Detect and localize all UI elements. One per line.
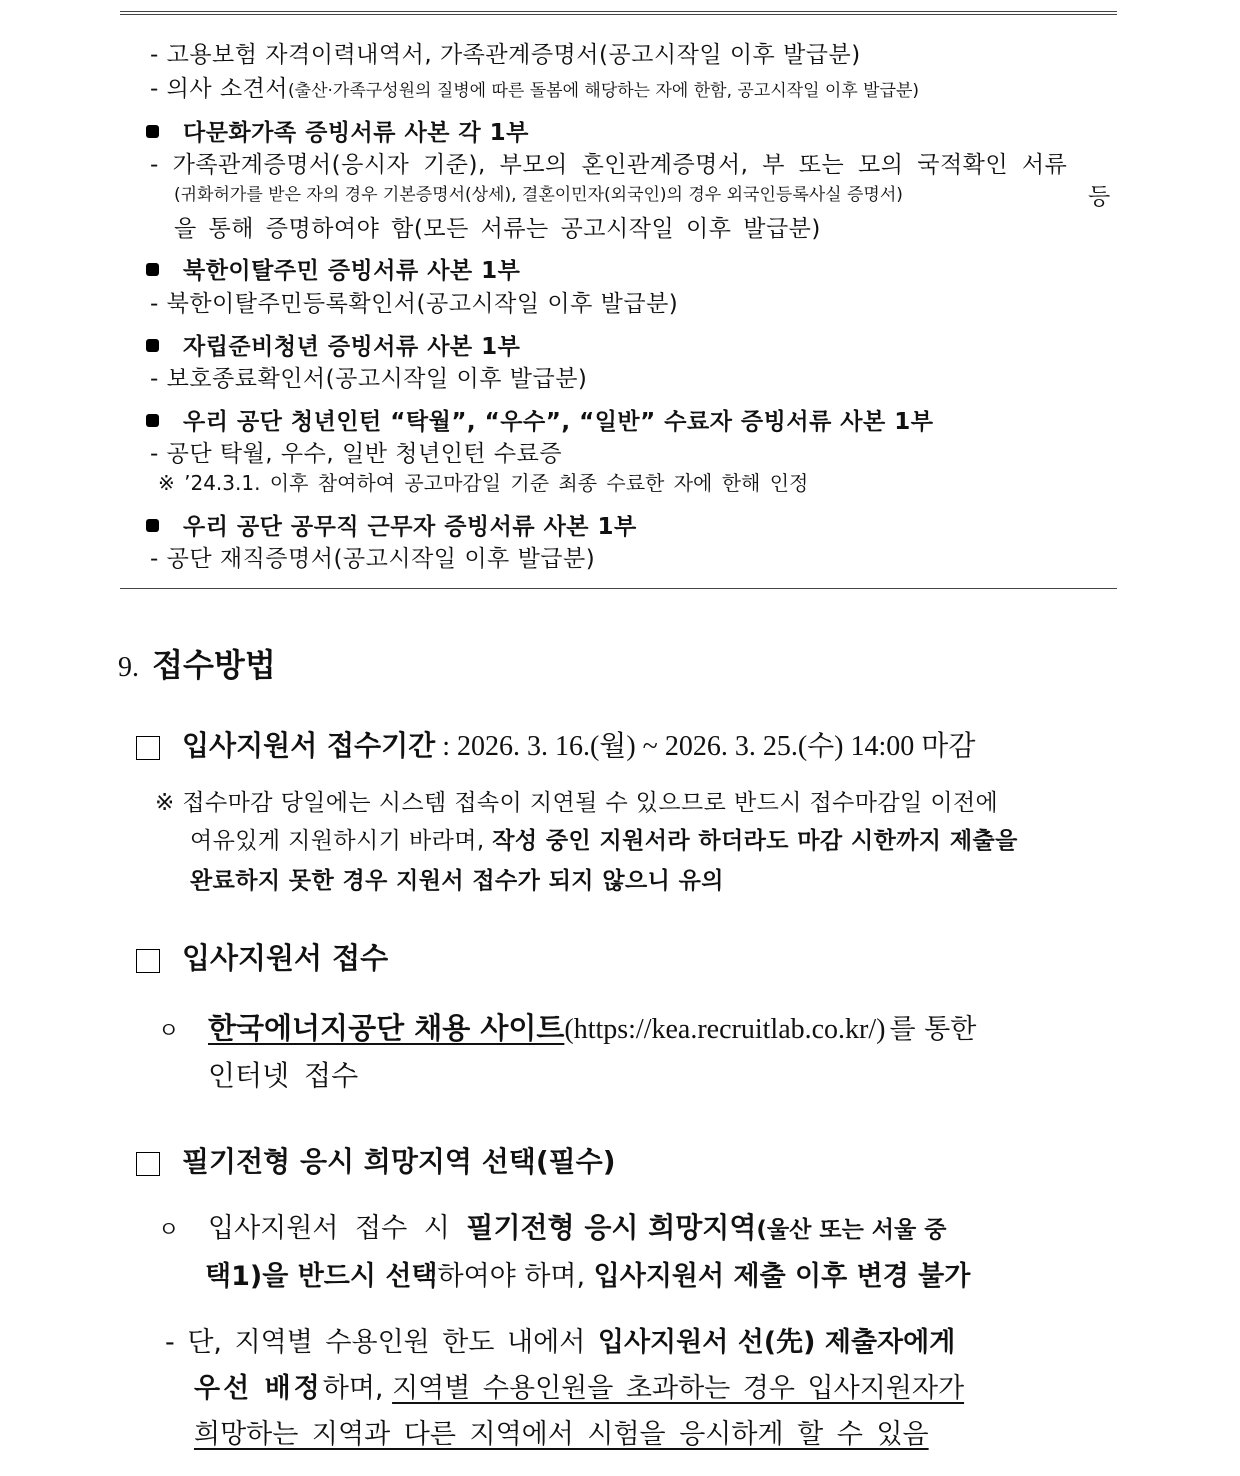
section-divider [120,588,1117,589]
period-label: 입사지원서 접수기간 [182,729,436,762]
region-emphasis: 입사지원서 제출 이후 변경 불가 [593,1261,971,1292]
doc-line: - 보호종료확인서(공고시작일 이후 발급분) [150,366,588,392]
bullet-heading-text: 우리 공단 청년인턴 “탁월”, “우수”, “일반” 수료자 증빙서류 사본 1부 [183,409,934,435]
doc-line: - 고용보험 자격이력내역서, 가족관계증명서(공고시작일 이후 발급분) [150,42,861,68]
region-emphasis: (울산 또는 서울 중 [756,1217,947,1243]
region-text: 입사지원서 접수 시 [208,1213,467,1244]
period-colon: : [435,731,457,762]
region-emphasis: 입사지원서 선(先) 제출자에게 [597,1327,956,1358]
region-emphasis: 우선 배정 [194,1373,323,1404]
checkbox-square-icon [136,736,160,760]
checkbox-square-icon [136,1152,160,1176]
region-text: - 단, 지역별 수용인원 한도 내에서 [165,1327,598,1358]
region-detail-line [165,1320,955,1359]
bullet-heading [146,508,637,541]
square-bullet-icon [146,263,159,276]
doc-text-small: (귀화허가를 받은 자의 경우 기본증명서(상세), 결혼이민자(외국인)의 경우 외국인등록사실 증명서) [174,185,903,205]
region-detail-line [194,1366,964,1405]
period-value: 2026. 3. 16.(월) ~ 2026. 3. 25.(수) 14:00 마감 [456,731,976,762]
region-text: 하여야 하며, [437,1261,594,1292]
note-line [190,822,1018,855]
region-line [205,1254,970,1293]
doc-line: 을 통해 증명하여야 함(모든 서류는 공고시작일 이후 발급분) [174,216,821,242]
square-bullet-icon [146,519,159,532]
receipt-tail: 를 통한 [889,1014,977,1045]
square-bullet-icon [146,125,159,138]
section-title: 접수방법 [152,646,276,684]
region-emphasis: 택1)을 반드시 선택 [205,1261,438,1292]
top-double-rule [120,11,1117,15]
doc-text: 등 [1088,184,1111,210]
bullet-heading [146,403,933,436]
note-line: ※ 접수마감 당일에는 시스템 접속이 지연될 수 있으므로 반드시 접수마감일 이전에 [155,790,999,816]
bullet-heading [146,252,520,285]
region-underlined: 지역별 수용인원을 초과하는 경우 입사지원자가 [392,1373,965,1404]
recruit-site-url: (https://kea.recruitlab.co.kr/) [564,1014,886,1045]
circle-bullet-icon: ㅇ [158,1218,180,1243]
period-item [136,724,975,764]
bullet-heading-text: 우리 공단 공무직 근무자 증빙서류 사본 1부 [183,514,637,540]
square-bullet-icon [146,414,159,427]
note-emphasis: 작성 중인 지원서라 하더라도 마감 시한까지 제출을 [492,828,1018,854]
bullet-heading-text: 북한이탈주민 증빙서류 사본 1부 [183,258,521,284]
region-emphasis: 필기전형 응시 희망지역 [466,1211,757,1244]
receipt-label: 입사지원서 접수 [182,941,389,975]
receipt-item [136,936,388,977]
doc-line: - 공단 탁월, 우수, 일반 청년인턴 수료증 [150,441,563,467]
section-heading [118,640,276,686]
doc-text-small: (출산·가족구성원의 질병에 따른 돌봄에 해당하는 자에 한함, 공고시작일 이후 발급분) [288,81,920,101]
note-line: 완료하지 못한 경우 지원서 접수가 되지 않으니 유의 [190,868,724,894]
bullet-heading [146,114,529,147]
region-label: 필기전형 응시 희망지역 선택(필수) [182,1145,616,1178]
doc-line: - 북한이탈주민등록확인서(공고시작일 이후 발급분) [150,291,679,317]
bullet-heading-text: 다문화가족 증빙서류 사본 각 1부 [183,120,529,146]
bullet-heading-text: 자립준비청년 증빙서류 사본 1부 [183,334,521,360]
region-line [158,1206,946,1246]
doc-line: - 가족관계증명서(응시자 기준), 부모의 혼인관계증명서, 부 또는 모의 국적확인 서류 [150,152,1068,178]
doc-line [174,180,903,205]
region-text: 하며, [322,1373,393,1404]
section-number: 9. [118,652,139,683]
region-detail-line: 희망하는 지역과 다른 지역에서 시험을 응시하게 할 수 있음 [194,1419,929,1450]
region-item [136,1140,616,1180]
note-text: 여유있게 지원하시기 바라며, [190,828,493,854]
receipt-line: 인터넷 접수 [208,1059,359,1092]
circle-bullet-icon: ㅇ [158,1019,180,1044]
receipt-line [158,1006,976,1047]
bullet-heading [146,328,520,361]
doc-line: - 공단 재직증명서(공고시작일 이후 발급분) [150,546,596,572]
checkbox-square-icon [136,949,160,973]
doc-note: ※ ’24.3.1. 이후 참여하여 공고마감일 기준 최종 수료한 자에 한해 인정 [158,471,809,495]
recruit-site-link[interactable]: 한국에너지공단 채용 사이트 [208,1011,565,1045]
doc-line [150,70,919,103]
square-bullet-icon [146,339,159,352]
doc-text: - 의사 소견서 [150,76,289,102]
